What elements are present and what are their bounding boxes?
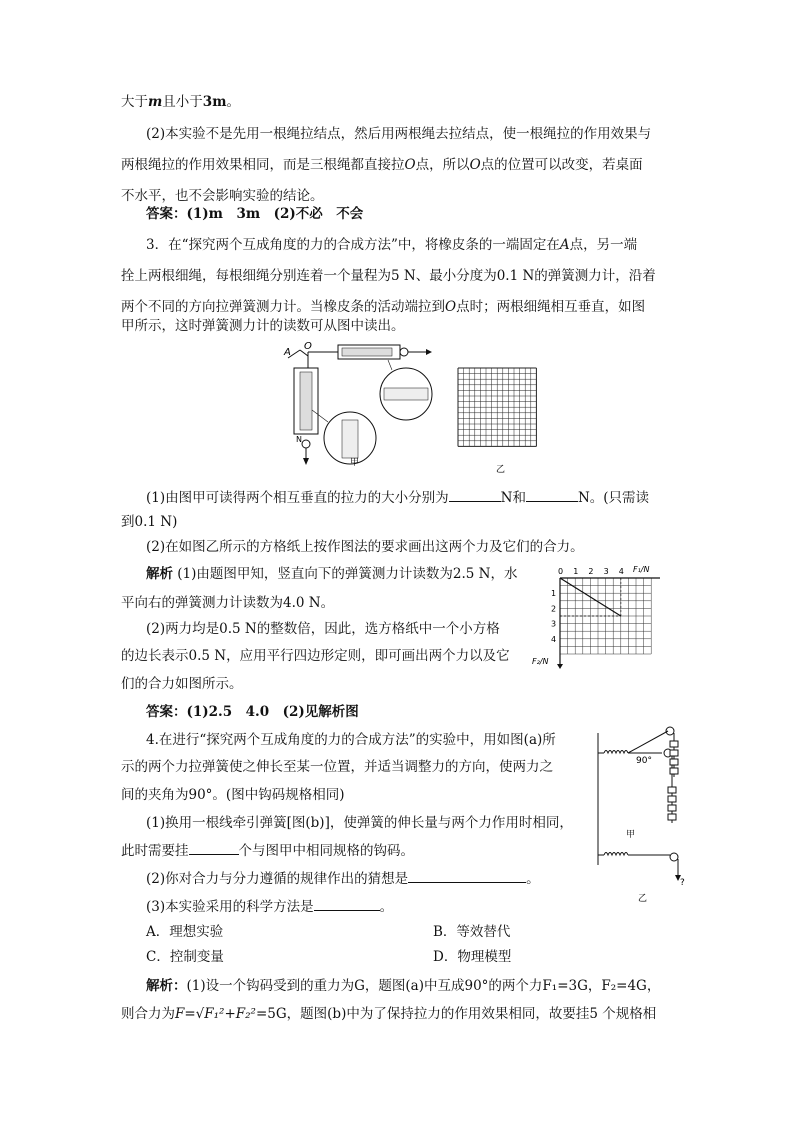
answer-blank-2[interactable] xyxy=(526,487,578,502)
label-a: A xyxy=(284,347,291,358)
text: 且小于 xyxy=(162,94,203,110)
text: (2)你对合力与分力遵循的规律作出的猜想是 xyxy=(146,871,409,887)
angle-label: 90° xyxy=(636,756,652,766)
text: (1)由图甲可读得两个相互垂直的拉力的大小分别为 xyxy=(146,490,449,506)
hook-weight xyxy=(670,759,678,765)
text: 点，所以 xyxy=(415,157,470,173)
x-tick-label: 0 xyxy=(558,567,564,576)
hook-weight xyxy=(670,768,678,774)
analysis-label: 解析 xyxy=(146,566,173,582)
var: m xyxy=(148,94,163,110)
option-a[interactable]: A．理想实验 xyxy=(146,924,224,940)
grid-paper-figure xyxy=(450,362,550,482)
text-line: 拴上两根细绳，每根细绳分别连着一个量程为5 N、最小分度为0.1 N的弹簧测力计，沿着 xyxy=(121,268,656,284)
text-line: 甲所示，这时弹簧测力计的读数可从图中读出。 xyxy=(121,318,405,334)
text-line: 们的合力如图所示。 xyxy=(121,676,243,692)
text-line xyxy=(121,840,414,861)
y-tick-label: 3 xyxy=(551,619,557,629)
hook-weight xyxy=(668,796,676,802)
text-line: (1)换用一根线牵引弹簧[图(b)]，使弹簧的伸长量与两个力作用时相同， xyxy=(146,815,573,831)
var: O xyxy=(445,299,457,315)
unknown-label: ? xyxy=(680,878,685,888)
text: 点的位置可以改变，若桌面 xyxy=(480,157,643,173)
answer-blank-method[interactable] xyxy=(314,896,380,911)
answer-text: (1)m 3m (2)不必 不会 xyxy=(186,206,364,222)
text: 。 xyxy=(379,899,394,915)
text-line xyxy=(121,1004,656,1024)
figure-caption-yi: 乙 xyxy=(496,465,506,475)
answer-line xyxy=(146,204,363,224)
answer-text: (1)2.5 4.0 (2)见解析图 xyxy=(186,704,359,720)
text-line: (2)在如图乙所示的方格纸上按作图法的要求画出这两个力及它们的合力。 xyxy=(146,539,584,555)
text-line xyxy=(121,92,240,112)
spring-balance-figure xyxy=(280,338,440,468)
analysis-label: 解析： xyxy=(146,978,187,994)
var: O xyxy=(469,157,481,173)
hook-weight xyxy=(670,750,678,756)
text: 大于 xyxy=(121,94,148,110)
hook-weight xyxy=(670,741,678,747)
text: 点，另一端 xyxy=(569,237,638,253)
text-line: 到0.1 N) xyxy=(121,514,178,530)
option-b[interactable]: B．等效替代 xyxy=(433,924,511,940)
text-line xyxy=(146,896,393,917)
text-line xyxy=(146,235,637,255)
y-tick-label: 4 xyxy=(551,634,557,644)
text: =5G，题图(b)中为了保持拉力的作用效果相同，故要挂5 个规格相 xyxy=(255,1006,657,1022)
text-line xyxy=(146,868,540,889)
y-axis-arrow xyxy=(557,664,563,669)
formula: F=√F₁²+F₂² xyxy=(175,1006,256,1022)
text-line: 不水平，也不会影响实验的结论。 xyxy=(121,188,324,204)
option-d[interactable]: D．物理模型 xyxy=(433,949,512,965)
blank-grid xyxy=(458,368,536,446)
text-line: 平向右的弹簧测力计读数为4.0 N。 xyxy=(121,595,335,611)
text: 则合力为 xyxy=(121,1006,175,1022)
text-line: (2)本实验不是先用一根绳拉结点，然后用两根绳去拉结点，使一根绳拉的作用效果与 xyxy=(146,126,652,142)
text: N和 xyxy=(500,490,526,506)
text: (3)本实验采用的科学方法是 xyxy=(146,899,314,915)
answer-blank-hooks[interactable] xyxy=(189,840,239,855)
text: 3．在“探究两个互成角度的力的合成方法”中，将橡皮条的一端固定在 xyxy=(146,237,560,253)
text-line xyxy=(121,155,643,175)
label-n: N xyxy=(296,435,302,444)
x-tick-label: 1 xyxy=(573,567,579,576)
text-line: (2)两力均是0.5 N的整数倍，因此，选方格纸中一个小方格 xyxy=(146,621,500,637)
text: 。 xyxy=(226,94,240,110)
answer-label: 答案： xyxy=(146,704,187,720)
x-tick-label: 3 xyxy=(603,567,609,576)
text-line xyxy=(146,487,649,508)
text: N。(只需读 xyxy=(577,490,650,506)
text: 此时需要挂 xyxy=(121,843,189,859)
y-tick-label: 2 xyxy=(551,604,557,614)
answer-label: 答案： xyxy=(146,206,187,222)
figure-caption-yi: 乙 xyxy=(638,894,648,904)
text: 。 xyxy=(526,871,540,887)
text-line: 示的两个力拉弹簧使之伸长至某一位置，并适当调整力的方向，使两力之 xyxy=(121,759,553,775)
text-line: 的边长表示0.5 N，应用平行四边形定则，即可画出两个力以及它 xyxy=(121,648,510,664)
var: 3m xyxy=(202,94,227,110)
x-tick-label: 4 xyxy=(618,567,624,576)
x-axis-label: F₁/N xyxy=(633,565,650,574)
answer-blank-1[interactable] xyxy=(449,487,501,502)
hook-weight xyxy=(668,787,676,793)
y-tick-label: 1 xyxy=(551,589,557,599)
solution-grid xyxy=(551,567,660,669)
text-line xyxy=(146,976,660,996)
hook-weight xyxy=(668,805,676,811)
text-line: 4.在进行“探究两个互成角度的力的合成方法”的实验中，用如图(a)所 xyxy=(146,732,556,748)
text: 两个不同的方向拉弹簧测力计。当橡皮条的活动端拉到 xyxy=(121,299,445,315)
spring-hooks-figure xyxy=(590,725,700,905)
text: 点时；两根细绳相互垂直，如图 xyxy=(456,299,646,315)
x-tick-label: 2 xyxy=(588,567,594,576)
text-line: 间的夹角为90°。(图中钩码规格相同) xyxy=(121,787,345,803)
hook-weight xyxy=(668,814,676,820)
text: (1)设一个钩码受到的重力为G，题图(a)中互成90°的两个力F₁=3G，F₂=4G， xyxy=(186,978,661,994)
label-o: O xyxy=(304,341,312,352)
text: 个与图甲中相同规格的钩码。 xyxy=(238,843,414,859)
text-line xyxy=(146,564,518,584)
text-line xyxy=(121,297,645,317)
y-axis-label: F₂/N xyxy=(532,657,549,666)
text: (1)由题图甲知，竖直向下的弹簧测力计读数为2.5 N，水 xyxy=(173,566,518,582)
answer-blank-guess[interactable] xyxy=(408,868,526,883)
force-diagram-grid xyxy=(530,562,660,670)
answer-line xyxy=(146,702,359,722)
option-c[interactable]: C．控制变量 xyxy=(146,949,224,965)
hook-weights xyxy=(668,741,678,823)
figure-caption-jia: 甲 xyxy=(350,458,360,468)
var: A xyxy=(559,237,570,253)
text: 两根绳拉的作用效果相同，而是三根绳都直接拉 xyxy=(121,157,405,173)
figure-caption-jia: 甲 xyxy=(626,830,636,840)
var: O xyxy=(404,157,416,173)
